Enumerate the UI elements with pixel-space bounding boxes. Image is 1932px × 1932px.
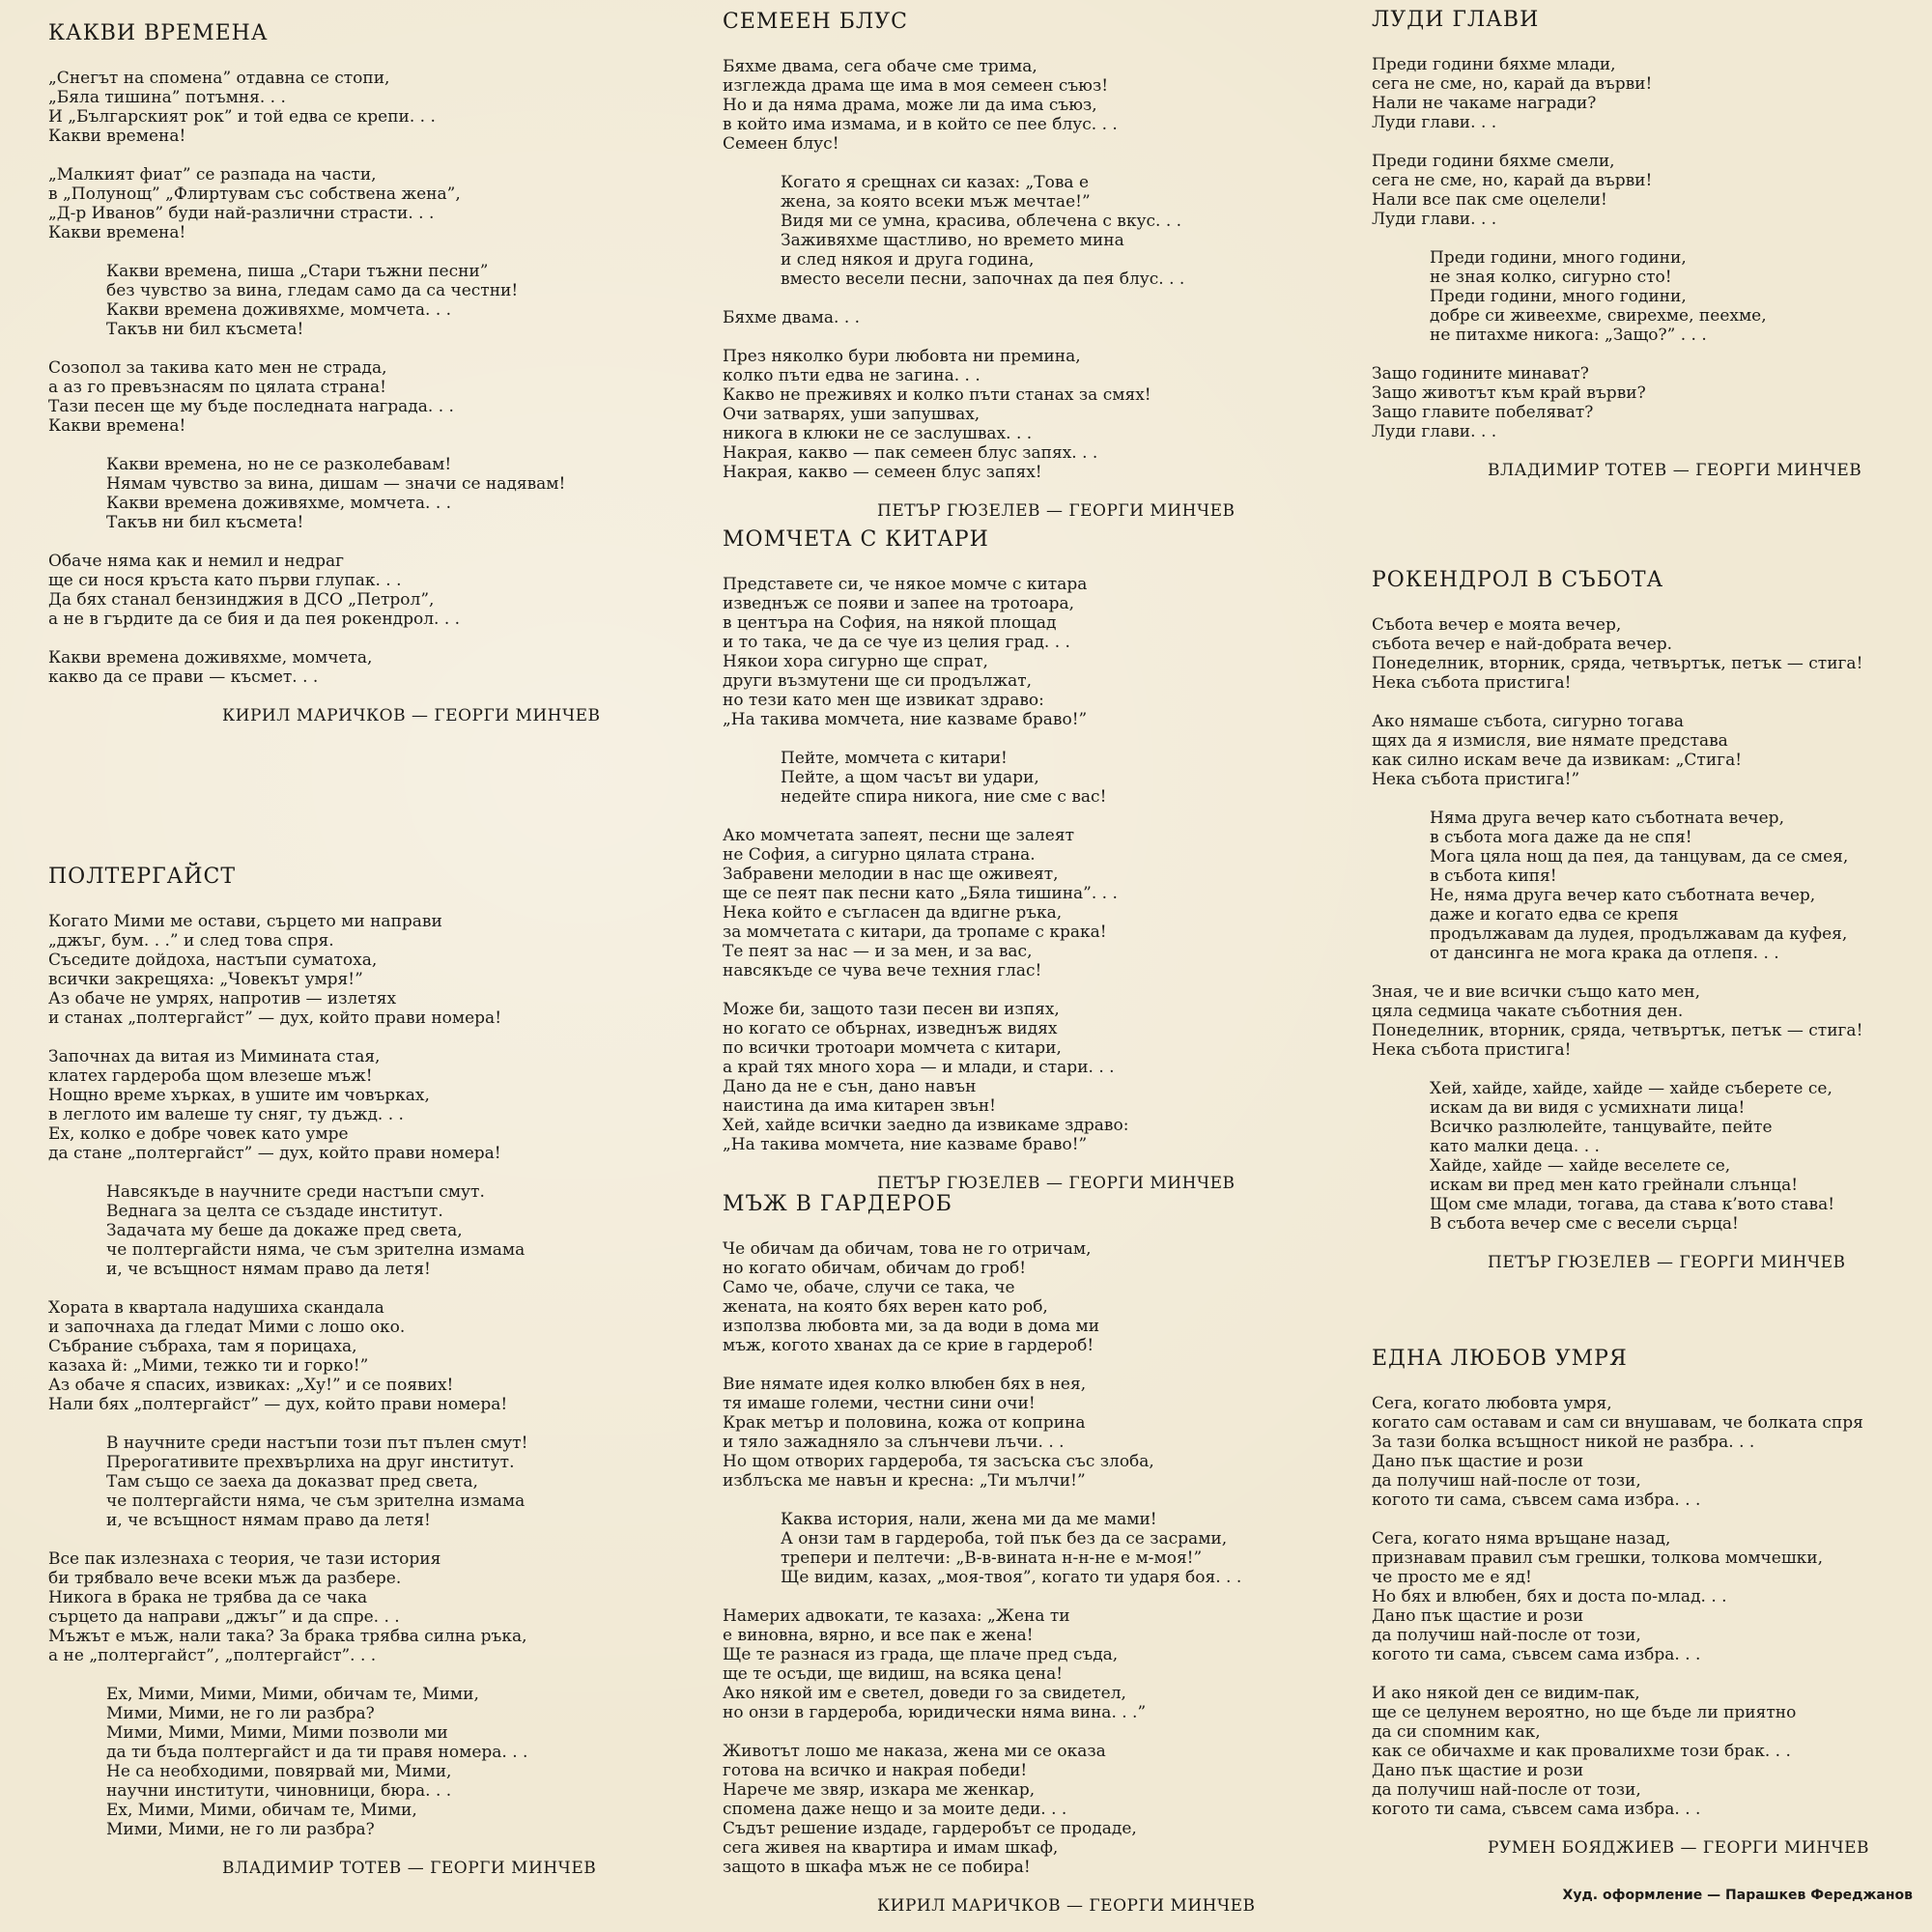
verse-stanza xyxy=(48,1298,686,1414)
lyric-line: Аз обаче я спасих, извиках: „Ху!” и се появих! xyxy=(48,1376,454,1395)
lyric-line: Заживяхме щастливо, но времето мина xyxy=(781,231,1124,250)
verse-stanza xyxy=(723,57,1360,154)
lyric-line: Дано пък щастие и рози xyxy=(1372,1761,1584,1780)
song-credit: ПЕТЪР ГЮЗЕЛЕВ — ГЕОРГИ МИНЧЕВ xyxy=(1488,1253,1846,1272)
lyric-line: Но щом отворих гардероба, тя засъска със злоба, xyxy=(723,1452,1154,1471)
verse-stanza xyxy=(48,912,686,1028)
lyric-line: и тяло зажадняло за слънчеви лъчи. . . xyxy=(723,1433,1065,1452)
lyric-line: Нека събота пристига!” xyxy=(1372,770,1580,789)
column-middle xyxy=(723,0,1360,1932)
lyric-line: Забравени мелодии в нас ще оживеят, xyxy=(723,865,1059,884)
lyric-line: от дансинга не мога крака да отлепя. . . xyxy=(1430,944,1779,963)
lyric-line: Мими, Мими, не го ли разбра? xyxy=(106,1704,375,1723)
lyric-line: и започнаха да гледат Мими с лошо око. xyxy=(48,1318,406,1337)
lyric-line: продължавам да лудея, продължавам да куфея, xyxy=(1430,924,1848,944)
lyric-line: в леглото им валеше ту сняг, ту дъжд. . . xyxy=(48,1105,404,1124)
lyric-line: не зная колко, сигурно сто! xyxy=(1430,268,1672,287)
lyric-line: Мими, Мими, не го ли разбра? xyxy=(106,1820,375,1839)
lyric-line: да си спомним как, xyxy=(1372,1722,1541,1742)
lyric-line: Какво не преживях и колко пъти станах за смях! xyxy=(723,385,1151,405)
lyric-line: Дано пък щастие и рози xyxy=(1372,1606,1584,1626)
lyric-line: без чувство за вина, гледам само да са честни! xyxy=(106,281,519,300)
lyric-line: „джъг, бум. . .” и след това спря. xyxy=(48,931,334,951)
lyric-line: да получиш най-после от този, xyxy=(1372,1471,1641,1491)
chorus-stanza xyxy=(48,262,686,339)
lyric-line: Съдът решение издаде, гардеробът се продаде, xyxy=(723,1819,1137,1838)
lyric-line: Ще те разнася из града, ще плаче пред съда, xyxy=(723,1645,1119,1664)
verse-stanza xyxy=(1372,712,1932,789)
lyric-line: Луди глави. . . xyxy=(1372,422,1497,441)
column-left xyxy=(48,0,686,1932)
verse-stanza xyxy=(723,1239,1360,1355)
lyric-line: и след някоя и друга година, xyxy=(781,250,1035,270)
lyric-line: Накрая, какво — семеен блус запях! xyxy=(723,463,1042,482)
lyric-line: Преди години бяхме смели, xyxy=(1372,152,1615,171)
lyric-line: Не са необходими, повярвай ми, Мими, xyxy=(106,1762,452,1781)
verse-stanza xyxy=(48,358,686,436)
lyric-line: Хората в квартала надушиха скандала xyxy=(48,1298,384,1318)
lyric-line: научни институти, чиновници, бюра. . . xyxy=(106,1781,452,1801)
song-credit: КИРИЛ МАРИЧКОВ — ГЕОРГИ МИНЧЕВ xyxy=(877,1896,1256,1916)
lyric-line: Ще видим, казах, „моя-твоя”, когато ти ударя боя. . . xyxy=(781,1568,1242,1587)
column-right xyxy=(1372,0,1932,1932)
lyric-line: недейте спира никога, ние сме с вас! xyxy=(781,787,1107,807)
lyric-line: цяла седмица чакате съботния ден. xyxy=(1372,1002,1684,1021)
lyric-line: изглежда драма ще има в моя семеен съюз! xyxy=(723,76,1109,96)
lyric-line: Защо животът към край върви? xyxy=(1372,384,1646,403)
verse-stanza xyxy=(1372,1529,1932,1664)
lyric-line: Нали все пак сме оцелели! xyxy=(1372,190,1607,210)
chorus-stanza xyxy=(48,1434,686,1530)
song-title: ПОЛТЕРГАЙСТ xyxy=(48,865,237,889)
song xyxy=(723,10,1360,521)
lyric-line: Нека който е съгласен да вдигне ръка, xyxy=(723,903,1063,923)
chorus-stanza xyxy=(723,749,1360,807)
lyric-line: жена, за която всеки мъж мечтае!” xyxy=(781,192,1091,212)
verse-stanza xyxy=(48,165,686,242)
lyric-line: и то така, че да се чуе из целия град. . . xyxy=(723,633,1070,652)
chorus-stanza xyxy=(48,1182,686,1279)
lyric-line: да получиш най-после от този, xyxy=(1372,1780,1641,1800)
lyric-line: Мими, Мими, Мими, Мими позволи ми xyxy=(106,1723,448,1743)
lyric-line: Там също се заеха да доказват пред света, xyxy=(106,1472,478,1492)
lyric-line: Какви времена! xyxy=(48,416,186,436)
lyric-line: И „Българският рок” и той едва се крепи. . . xyxy=(48,107,436,127)
verse-stanza xyxy=(723,575,1360,729)
lyric-line: когото ти сама, съвсем сама избра. . . xyxy=(1372,1800,1701,1819)
lyric-line: защото в шкафа мъж не се побира! xyxy=(723,1858,1031,1877)
lyric-line: но онзи в гардероба, юридически няма вина. . .” xyxy=(723,1703,1147,1722)
lyric-line: Пейте, а щом часът ви удари, xyxy=(781,768,1039,787)
lyric-line: сега не сме, но, карай да върви! xyxy=(1372,74,1653,94)
lyric-line: Сега, когато любовта умря, xyxy=(1372,1394,1612,1413)
lyric-line: за момчетата с китари, да тропаме с крака! xyxy=(723,923,1107,942)
lyric-line: Пейте, момчета с китари! xyxy=(781,749,1008,768)
lyric-line: Ех, Мими, Мими, обичам те, Мими, xyxy=(106,1801,417,1820)
lyric-line: Задачата му беше да докаже пред света, xyxy=(106,1221,463,1240)
lyric-line: Какви времена доживяхме, момчета, xyxy=(48,648,373,668)
verse-stanza xyxy=(1372,615,1932,693)
lyric-line: в който има измама, и в който се пее блус. . . xyxy=(723,115,1118,134)
lyric-line: Такъв ни бил късмета! xyxy=(106,513,304,532)
chorus-stanza xyxy=(723,1510,1360,1587)
lyric-line: Нали не чакаме награди? xyxy=(1372,94,1597,113)
lyric-line: готова на всичко и накрая победи! xyxy=(723,1761,1028,1780)
lyric-line: Какви времена! xyxy=(48,127,186,146)
song-title: ЕДНА ЛЮБОВ УМРЯ xyxy=(1372,1347,1628,1371)
chorus-stanza xyxy=(48,1685,686,1839)
lyric-line: Хей, хайде, хайде, хайде — хайде съберете се, xyxy=(1430,1079,1833,1098)
lyric-line: щях да я измисля, вие нямате представа xyxy=(1372,731,1728,751)
lyric-line: Понеделник, вторник, сряда, четвъртък, петък — стига! xyxy=(1372,654,1863,673)
song-title: МЪЖ В ГАРДЕРОБ xyxy=(723,1192,952,1216)
lyric-line: Когато я срещнах си казах: „Това е xyxy=(781,173,1090,192)
lyric-line: Представете си, че някое момче с китара xyxy=(723,575,1088,594)
song-credit: РУМЕН БОЯДЖИЕВ — ГЕОРГИ МИНЧЕВ xyxy=(1488,1838,1870,1858)
lyric-line: Какви времена, пиша „Стари тъжни песни” xyxy=(106,262,489,281)
song-credit: ВЛАДИМИР ТОТЕВ — ГЕОРГИ МИНЧЕВ xyxy=(222,1859,597,1878)
lyric-line: Ако някой им е светел, доведи го за свидетел, xyxy=(723,1684,1126,1703)
lyric-line: За тази болка всъщност никой не разбра. . . xyxy=(1372,1433,1755,1452)
lyric-line: Семеен блус! xyxy=(723,134,839,154)
lyric-line: в събота мога даже да не спя! xyxy=(1430,828,1692,847)
lyric-line: Тази песен ще му бъде последната награда. . . xyxy=(48,397,454,416)
lyric-line: да получиш най-после от този, xyxy=(1372,1626,1641,1645)
lyric-line: Ех, Мими, Мими, Мими, обичам те, Мими, xyxy=(106,1685,479,1704)
lyric-line: Какви времена! xyxy=(48,223,186,242)
lyric-line: Бяхме двама, сега обаче сме трима, xyxy=(723,57,1037,76)
lyric-line: Не, няма друга вечер като съботната вечер, xyxy=(1430,886,1816,905)
lyric-line: Събрание събраха, там я порицаха, xyxy=(48,1337,357,1356)
lyric-line: Видя ми се умна, красива, облечена с вкус. . . xyxy=(781,212,1182,231)
lyric-line: изведнъж се появи и запее на тротоара, xyxy=(723,594,1075,613)
verse-stanza xyxy=(48,1047,686,1163)
lyric-line: използва любовта ми, за да води в дома ми xyxy=(723,1317,1100,1336)
verse-stanza xyxy=(1372,364,1932,441)
lyric-line: Те пеят за нас — и за мен, и за вас, xyxy=(723,942,1033,961)
verse-stanza xyxy=(723,826,1360,980)
lyric-line: „Бяла тишина” потъмня. . . xyxy=(48,88,286,107)
chorus-stanza xyxy=(1372,1079,1932,1234)
lyric-line: Събота вечер е моята вечер, xyxy=(1372,615,1622,635)
lyric-line: но когато се обърнах, изведнъж видях xyxy=(723,1019,1058,1038)
lyric-line: когото ти сама, съвсем сама избра. . . xyxy=(1372,1491,1701,1510)
song xyxy=(723,527,1360,1193)
lyric-line: ще те осъди, ще видиш, на всяка цена! xyxy=(723,1664,1064,1684)
song xyxy=(48,21,686,725)
verse-stanza xyxy=(723,347,1360,482)
chorus-stanza xyxy=(723,173,1360,289)
lyric-line: казаха й: „Мими, тежко ти и горко!” xyxy=(48,1356,369,1376)
song-title: РОКЕНДРОЛ В СЪБОТА xyxy=(1372,568,1664,592)
lyric-line: би трябвало вече всеки мъж да разбере. xyxy=(48,1569,402,1588)
lyric-line: И ако някой ден се видим-пак, xyxy=(1372,1684,1640,1703)
lyric-line: Вие нямате идея колко влюбен бях в нея, xyxy=(723,1375,1087,1394)
lyric-line: В научните среди настъпи този път пълен смут! xyxy=(106,1434,528,1453)
song xyxy=(1372,1347,1932,1858)
lyric-line: Какви времена доживяхме, момчета. . . xyxy=(106,300,452,320)
lyric-line: но когато обичам, обичам до гроб! xyxy=(723,1259,1027,1278)
lyric-line: Нямам чувство за вина, дишам — значи се надявам! xyxy=(106,474,566,494)
lyric-line: в събота кипя! xyxy=(1430,867,1557,886)
lyric-line: Навсякъде в научните среди настъпи смут. xyxy=(106,1182,485,1202)
lyric-line: ще се целунем вероятно, но ще бъде ли приятно xyxy=(1372,1703,1797,1722)
lyric-line: В събота вечер сме с весели сърца! xyxy=(1430,1214,1739,1234)
lyric-line: Хей, хайде всички заедно да извикаме здраво: xyxy=(723,1116,1129,1135)
lyric-line: През няколко бури любовта ни премина, xyxy=(723,347,1081,366)
lyric-line: Луди глави. . . xyxy=(1372,210,1497,229)
lyric-line: „Д-р Иванов” буди най-различни страсти. . . xyxy=(48,204,435,223)
song-title: ЛУДИ ГЛАВИ xyxy=(1372,8,1540,32)
lyric-line: какво да се прави — късмет. . . xyxy=(48,668,319,687)
song-credit: КИРИЛ МАРИЧКОВ — ГЕОРГИ МИНЧЕВ xyxy=(222,706,601,725)
song-title: КАКВИ ВРЕМЕНА xyxy=(48,21,269,45)
verse-stanza xyxy=(48,648,686,687)
lyric-line: Да бях станал бензинджия в ДСО „Петрол”, xyxy=(48,590,435,610)
song xyxy=(1372,8,1932,480)
verse-stanza xyxy=(1372,1394,1932,1510)
lyric-line: мъж, когото хванах да се крие в гардероб! xyxy=(723,1336,1094,1355)
lyric-line: когато сам оставам и сам си внушавам, че болката спря xyxy=(1372,1413,1863,1433)
lyric-line: други възмутени ще си продължат, xyxy=(723,671,1033,691)
lyric-line: а аз го превъзнасям по цялата страна! xyxy=(48,378,386,397)
lyric-line: Дано пък щастие и рози xyxy=(1372,1452,1584,1471)
lyric-line: сега живея на квартира и имам шкаф, xyxy=(723,1838,1059,1858)
lyric-line: Какви времена, но не се разколебавам! xyxy=(106,455,452,474)
lyric-line: „Малкият фиат” се разпада на части, xyxy=(48,165,377,185)
lyric-line: не питахме никога: „Защо?” . . . xyxy=(1430,326,1707,345)
song-credit: ПЕТЪР ГЮЗЕЛЕВ — ГЕОРГИ МИНЧЕВ xyxy=(877,501,1236,521)
lyric-line: наистина да има китарен звън! xyxy=(723,1096,997,1116)
lyric-line: как се обичахме и как провалихме този брак. . . xyxy=(1372,1742,1791,1761)
verse-stanza xyxy=(1372,1684,1932,1819)
lyric-line: Нощно време хърках, в ушите им човърках, xyxy=(48,1086,430,1105)
lyric-line: никога в клюки не се заслушвах. . . xyxy=(723,424,1033,443)
lyric-line: ще се пеят пак песни като „Бяла тишина”. . . xyxy=(723,884,1118,903)
lyric-line: Очи затварях, уши запушвах, xyxy=(723,405,980,424)
lyric-line: като малки деца. . . xyxy=(1430,1137,1600,1156)
lyric-line: да ти бъда полтергайст и да ти правя номера. . . xyxy=(106,1743,528,1762)
song-title: СЕМЕЕН БЛУС xyxy=(723,10,908,34)
lyric-line: Всичко разлюлейте, танцувайте, пейте xyxy=(1430,1118,1773,1137)
verse-stanza xyxy=(48,1549,686,1665)
lyric-line: „Снегът на спомена” отдавна се стопи, xyxy=(48,69,390,88)
lyric-line: Каква история, нали, жена ми да ме мами! xyxy=(781,1510,1157,1529)
verse-stanza xyxy=(723,1742,1360,1877)
lyric-line: Преди години бяхме млади, xyxy=(1372,55,1616,74)
design-credit: Худ. оформление — Парашкев Фереджанов xyxy=(1562,1888,1913,1903)
lyric-line: Съседите дойдоха, настъпи суматоха, xyxy=(48,951,378,970)
lyric-line: и, че всъщност нямам право да летя! xyxy=(106,1260,431,1279)
lyric-line: Преди години, много години, xyxy=(1430,287,1687,306)
chorus-stanza xyxy=(48,455,686,532)
lyric-line: и, че всъщност нямам право да летя! xyxy=(106,1511,431,1530)
lyric-line: трепери и пелтечи: „В-в-вината н-н-не е м-моя!” xyxy=(781,1548,1203,1568)
lyric-line: Мъжът е мъж, нали така? За брака трябва силна ръка, xyxy=(48,1627,527,1646)
lyric-line: вместо весели песни, започнах да пея блус. . . xyxy=(781,270,1185,289)
verse-stanza xyxy=(1372,152,1932,229)
lyric-line: Понеделник, вторник, сряда, четвъртък, петък — стига! xyxy=(1372,1021,1863,1040)
lyric-line: е виновна, вярно, и все пак е жена! xyxy=(723,1626,1034,1645)
lyric-line: Само че, обаче, случи се така, че xyxy=(723,1278,1015,1297)
lyric-line: когото ти сама, съвсем сама избра. . . xyxy=(1372,1645,1701,1664)
lyric-line: „На такива момчета, ние казваме браво!” xyxy=(723,710,1088,729)
lyric-line: Някои хора сигурно ще спрат, xyxy=(723,652,988,671)
verse-stanza xyxy=(48,552,686,629)
lyric-line: Животът лошо ме наказа, жена ми се оказа xyxy=(723,1742,1106,1761)
lyric-line: Ако момчетата запеят, песни ще залеят xyxy=(723,826,1074,845)
lyric-line: Мога цяла нощ да пея, да танцувам, да се смея, xyxy=(1430,847,1849,867)
lyric-line: Никога в брака не трябва да се чака xyxy=(48,1588,368,1607)
lyric-line: Аз обаче не умрях, напротив — излетях xyxy=(48,989,397,1009)
lyric-line: Започнах да витая из Мимината стая, xyxy=(48,1047,381,1066)
lyric-line: сега не сме, но, карай да върви! xyxy=(1372,171,1653,190)
lyric-line: Нека събота пристига! xyxy=(1372,1040,1572,1060)
lyric-line: а не „полтергайст”, „полтергайст”. . . xyxy=(48,1646,377,1665)
verse-stanza xyxy=(48,69,686,146)
song xyxy=(48,865,686,1878)
lyric-line: сърцето да направи „джъг” и да спре. . . xyxy=(48,1607,400,1627)
lyric-line: навсякъде се чува вече техния глас! xyxy=(723,961,1042,980)
lyric-line: Бяхме двама. . . xyxy=(723,308,861,327)
lyric-line: Дано да не е сън, дано навън xyxy=(723,1077,977,1096)
lyric-line: Сега, когато няма връщане назад, xyxy=(1372,1529,1671,1548)
lyric-line: Когато Мими ме остави, сърцето ми направи xyxy=(48,912,442,931)
lyric-line: Щом сме млади, тогава, да става к’вото става! xyxy=(1430,1195,1835,1214)
lyric-line: Луди глави. . . xyxy=(1372,113,1497,132)
lyric-line: Няма друга вечер като съботната вечер, xyxy=(1430,809,1784,828)
lyric-line: А онзи там в гардероба, той пък без да се засрами, xyxy=(781,1529,1228,1548)
lyric-line: всички закрещяха: „Човекът умря!” xyxy=(48,970,363,989)
lyric-line: жената, на която бях верен като роб, xyxy=(723,1297,1048,1317)
verse-stanza xyxy=(723,1000,1360,1154)
chorus-stanza xyxy=(1372,248,1932,345)
lyric-line: искам ви пред мен като грейнали слънца! xyxy=(1430,1176,1799,1195)
song-credit: ВЛАДИМИР ТОТЕВ — ГЕОРГИ МИНЧЕВ xyxy=(1488,461,1862,480)
lyric-line: Хайде, хайде — хайде веселете се, xyxy=(1430,1156,1731,1176)
lyric-line: Но бях и влюбен, бях и доста по-млад. . . xyxy=(1372,1587,1727,1606)
lyric-line: не София, а сигурно цялата страна. xyxy=(723,845,1036,865)
verse-stanza xyxy=(1372,982,1932,1060)
lyric-line: Все пак излезнаха с теория, че тази история xyxy=(48,1549,441,1569)
lyric-line: Такъв ни бил късмета! xyxy=(106,320,304,339)
lyric-line: Созопол за такива като мен не страда, xyxy=(48,358,387,378)
lyric-line: тя имаше големи, честни сини очи! xyxy=(723,1394,1036,1413)
lyric-line: „На такива момчета, ние казваме браво!” xyxy=(723,1135,1088,1154)
lyric-line: в центъра на София, на някой площад xyxy=(723,613,1057,633)
lyric-line: колко пъти едва не загина. . . xyxy=(723,366,980,385)
song-credit: ПЕТЪР ГЮЗЕЛЕВ — ГЕОРГИ МИНЧЕВ xyxy=(877,1174,1236,1193)
lyric-line: и станах „полтергайст” — дух, който прави номера! xyxy=(48,1009,502,1028)
lyric-line: Защо годините минават? xyxy=(1372,364,1589,384)
verse-stanza xyxy=(723,1375,1360,1491)
lyric-line: Защо главите побеляват? xyxy=(1372,403,1594,422)
lyric-line: искам да ви видя с усмихнати лица! xyxy=(1430,1098,1746,1118)
lyric-line: но тези като мен ще извикат здраво: xyxy=(723,691,1044,710)
lyric-line: Крак метър и половина, кожа от коприна xyxy=(723,1413,1086,1433)
lyric-line: Нарече ме звяр, изкара ме женкар, xyxy=(723,1780,1036,1800)
lyric-line: да стане „полтергайст” — дух, който прави номера! xyxy=(48,1144,501,1163)
lyric-line: Но и да няма драма, може ли да има съюз, xyxy=(723,96,1097,115)
lyric-line: как силно искам вече да извикам: „Стига! xyxy=(1372,751,1743,770)
lyric-line: а не в гърдите да се бия и да пея рокендрол. . . xyxy=(48,610,461,629)
lyric-line: ще си нося кръста като първи глупак. . . xyxy=(48,571,402,590)
lyric-line: Намерих адвокати, те казаха: „Жена ти xyxy=(723,1606,1070,1626)
lyric-line: клатех гардероба щом влезеше мъж! xyxy=(48,1066,373,1086)
lyric-line: изблъска ме навън и кресна: „Ти мълчи!” xyxy=(723,1471,1086,1491)
verse-stanza xyxy=(1372,55,1932,132)
lyric-line: даже и когато едва се крепя xyxy=(1430,905,1679,924)
lyric-line: Нека събота пристига! xyxy=(1372,673,1572,693)
chorus-stanza xyxy=(1372,809,1932,963)
lyric-line: събота вечер е най-добрата вечер. xyxy=(1372,635,1673,654)
verse-stanza xyxy=(723,308,1360,327)
lyric-line: добре си живеехме, свирехме, пеехме, xyxy=(1430,306,1767,326)
lyric-line: Може би, защото тази песен ви изпях, xyxy=(723,1000,1060,1019)
lyric-line: Прерогативите прехвърлиха на друг институт. xyxy=(106,1453,515,1472)
lyric-line: Обаче няма как и немил и недраг xyxy=(48,552,345,571)
lyric-line: Зная, че и вие всички също като мен, xyxy=(1372,982,1701,1002)
verse-stanza xyxy=(723,1606,1360,1722)
lyric-line: че полтергайсти няма, че съм зрителна измама xyxy=(106,1240,526,1260)
song xyxy=(723,1192,1360,1916)
lyric-line: в „Полунощ” „Флиртувам със собствена жена”, xyxy=(48,185,461,204)
lyric-line: Ех, колко е добре човек като умре xyxy=(48,1124,349,1144)
lyric-line: спомена даже нещо и за моите деди. . . xyxy=(723,1800,1067,1819)
song xyxy=(1372,568,1932,1272)
song-title: МОМЧЕТА С КИТАРИ xyxy=(723,527,989,552)
lyric-line: по всички тротоари момчета с китари, xyxy=(723,1038,1062,1058)
lyric-line: Нали бях „полтергайст” — дух, който прави номера! xyxy=(48,1395,508,1414)
lyric-line: Ако нямаше събота, сигурно тогава xyxy=(1372,712,1684,731)
lyric-line: Че обичам да обичам, това не го отричам, xyxy=(723,1239,1092,1259)
lyric-line: признавам правил съм грешки, толкова момчешки, xyxy=(1372,1548,1824,1568)
lyric-line: Преди години, много години, xyxy=(1430,248,1687,268)
lyric-line: че полтергайсти няма, че съм зрителна измама xyxy=(106,1492,526,1511)
lyric-line: Веднага за целта се създаде институт. xyxy=(106,1202,443,1221)
lyric-line: Какви времена доживяхме, момчета. . . xyxy=(106,494,452,513)
lyric-line: че просто ме е яд! xyxy=(1372,1568,1532,1587)
lyric-line: а край тях много хора — и млади, и стари. . . xyxy=(723,1058,1115,1077)
lyric-line: Накрая, какво — пак семеен блус запях. . . xyxy=(723,443,1098,463)
